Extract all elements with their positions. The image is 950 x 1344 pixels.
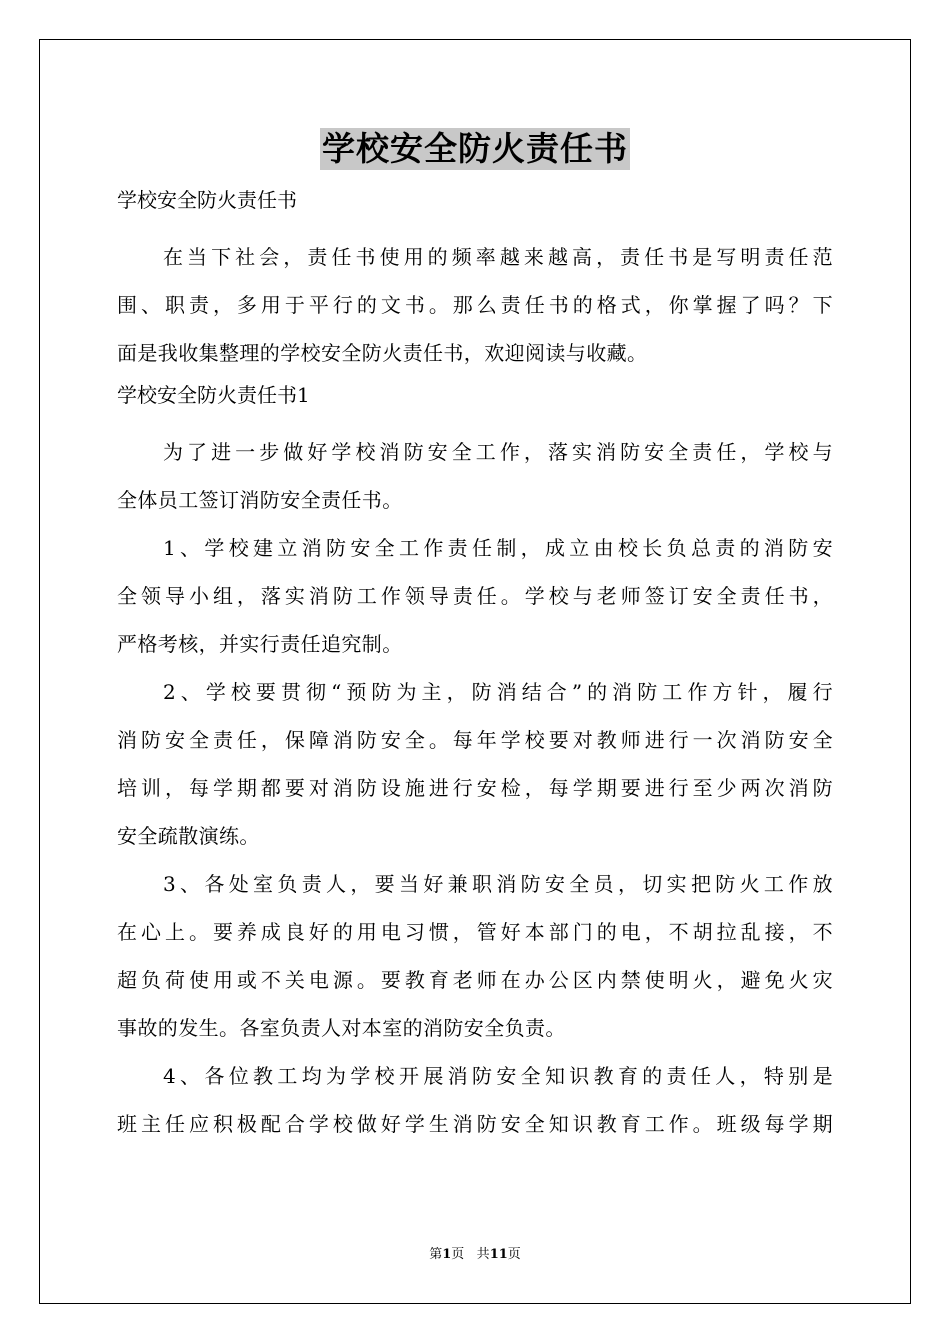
paragraph-line: 围、职责，多用于平行的文书。那么责任书的格式，你掌握了吗？下: [117, 293, 833, 317]
page-prefix: 第: [429, 1247, 443, 1262]
document-body: [117, 182, 833, 1148]
paragraph-line: 班主任应积极配合学校做好学生消防安全知识教育工作。班级每学期: [117, 1112, 833, 1136]
paragraph-line: 消防安全责任，保障消防安全。每年学校要对教师进行一次消防安全: [117, 728, 833, 752]
paragraph-last-line: 事故的发生。各室负责人对本室的消防安全负责。: [117, 1016, 566, 1040]
document-title: 学校安全防火责任书: [322, 129, 628, 168]
paragraph-first-line: 1、学校建立消防安全工作责任制，成立由校长负总责的消防安: [163, 536, 833, 560]
page-suffix: 页: [451, 1247, 465, 1262]
section-heading: 学校安全防火责任书1: [117, 383, 310, 407]
paragraph-line: 培训，每学期都要对消防设施进行安检，每学期要进行至少两次消防: [117, 776, 833, 800]
page-footer: [0, 1246, 950, 1264]
paragraph-last-line: 严格考核，并实行责任追究制。: [117, 632, 403, 656]
paragraph-last-line: 全体员工签订消防安全责任书。: [117, 488, 403, 512]
paragraph-first-line: 在当下社会，责任书使用的频率越来越高，责任书是写明责任范: [163, 245, 833, 269]
paragraph-line: 超负荷使用或不关电源。要教育老师在办公区内禁使明火，避免火灾: [117, 968, 833, 992]
paragraph-first-line: 4、各位教工均为学校开展消防安全知识教育的责任人，特别是: [163, 1064, 833, 1088]
paragraph-first-line: 为了进一步做好学校消防安全工作，落实消防安全责任，学校与: [163, 440, 833, 464]
total-suffix: 页: [507, 1247, 521, 1262]
total-prefix: 共: [476, 1247, 490, 1262]
paragraph-line: 在心上。要养成良好的用电习惯，管好本部门的电，不胡拉乱接，不: [117, 920, 833, 944]
title-wrapper: [0, 128, 950, 170]
paragraph-line: 全领导小组，落实消防工作领导责任。学校与老师签订安全责任书，: [117, 584, 833, 608]
section-heading: 学校安全防火责任书: [117, 188, 297, 212]
paragraph-last-line: 面是我收集整理的学校安全防火责任书，欢迎阅读与收藏。: [117, 341, 648, 365]
total-pages: 11: [489, 1247, 508, 1262]
paragraph-first-line: 3、各处室负责人，要当好兼职消防安全员，切实把防火工作放: [163, 872, 833, 896]
page-number: 1: [442, 1247, 452, 1262]
paragraph-first-line: 2、学校要贯彻“预防为主，防消结合”的消防工作方针，履行: [163, 680, 833, 704]
paragraph-last-line: 安全疏散演练。: [117, 824, 260, 848]
